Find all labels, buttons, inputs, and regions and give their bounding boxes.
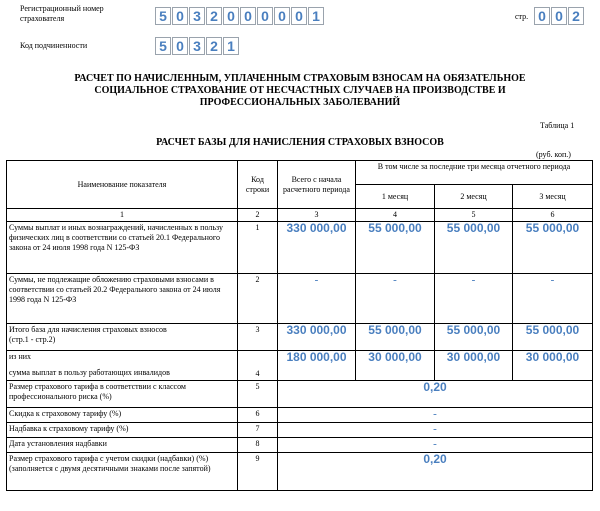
- row-m1[interactable]: -: [356, 274, 435, 324]
- sub-digit: 1: [223, 37, 239, 55]
- row-total[interactable]: 330 000,00: [278, 324, 356, 351]
- sub-digit: 0: [172, 37, 188, 55]
- subtitle: РАСЧЕТ БАЗЫ ДЛЯ НАЧИСЛЕНИЯ СТРАХОВЫХ ВЗНОСОВ: [156, 137, 444, 148]
- table-row: [7, 423, 593, 438]
- base-calculation-table: [6, 160, 593, 491]
- col-header-code: Код строки: [238, 161, 278, 209]
- sub-digit: 5: [155, 37, 171, 55]
- reg-digit: 0: [291, 7, 307, 25]
- row-m2[interactable]: -: [435, 274, 513, 324]
- row-total[interactable]: -: [278, 274, 356, 324]
- row-code: 8: [238, 438, 278, 453]
- units-label: (руб. коп.): [536, 150, 571, 159]
- row-total[interactable]: 330 000,00: [278, 222, 356, 274]
- table-row: [7, 408, 593, 423]
- row-code: 3: [238, 324, 278, 351]
- page-digit: 0: [534, 7, 550, 25]
- row-m3[interactable]: 30 000,00: [513, 351, 593, 381]
- col-number: 5: [435, 209, 513, 222]
- row-name: Надбавка к страховому тарифу (%): [7, 423, 238, 438]
- table-row: [7, 453, 593, 491]
- table-row: [7, 351, 593, 381]
- row-m3[interactable]: 55 000,00: [513, 222, 593, 274]
- col-header-name: Наименование показателя: [7, 161, 238, 209]
- page-digit: 0: [551, 7, 567, 25]
- row-merged-value[interactable]: -: [278, 423, 593, 438]
- table-row: [7, 381, 593, 408]
- reg-digit: 3: [189, 7, 205, 25]
- row-note: (стр.1 - стр.2): [9, 335, 56, 344]
- row-code: 2: [238, 274, 278, 324]
- row-code: 7: [238, 423, 278, 438]
- row-total[interactable]: 180 000,00: [278, 351, 356, 381]
- col-number: 2: [238, 209, 278, 222]
- sub-code-label: Код подчиненности: [20, 41, 88, 50]
- col-header-total: Всего с начала расчетного периода: [278, 161, 356, 209]
- sub-digit: 2: [206, 37, 222, 55]
- col-number: 6: [513, 209, 593, 222]
- row-name: Размер страхового тарифа в соответствии с классом профессионального риска (%): [7, 381, 238, 408]
- reg-digit: 0: [172, 7, 188, 25]
- row-merged-value[interactable]: -: [278, 408, 593, 423]
- sub-code-field[interactable]: [155, 37, 240, 55]
- reg-digit: 0: [240, 7, 256, 25]
- row-name: Дата установления надбавки: [7, 438, 238, 453]
- row-m1[interactable]: 55 000,00: [356, 324, 435, 351]
- row-name-cell: [7, 324, 238, 351]
- row-m3[interactable]: 55 000,00: [513, 324, 593, 351]
- row-code: 9: [238, 453, 278, 491]
- reg-number-field[interactable]: [155, 7, 325, 25]
- row-merged-value[interactable]: 0,20: [278, 453, 593, 491]
- table-number: Таблица 1: [540, 121, 575, 130]
- col-header-m1: 1 месяц: [356, 185, 435, 209]
- reg-digit: 1: [308, 7, 324, 25]
- reg-digit: 0: [223, 7, 239, 25]
- reg-number-label: Регистрационный номер страхователя: [20, 4, 104, 23]
- reg-digit: 0: [257, 7, 273, 25]
- page-number-field[interactable]: [534, 7, 585, 25]
- row-name: Суммы выплат и иных вознаграждений, начисленных в пользу физических лиц в соответствии со статьей 20.1 Федерального закона от 24 июля 1998 года N 125-ФЗ: [7, 222, 238, 274]
- row-merged-value[interactable]: -: [278, 438, 593, 453]
- row-m1[interactable]: 55 000,00: [356, 222, 435, 274]
- table-row: [7, 222, 593, 274]
- row-code: 1: [238, 222, 278, 274]
- reg-digit: 2: [206, 7, 222, 25]
- col-header-m2: 2 месяц: [435, 185, 513, 209]
- row-code: 4: [238, 351, 278, 381]
- row-m3[interactable]: -: [513, 274, 593, 324]
- row-m1[interactable]: 30 000,00: [356, 351, 435, 381]
- row-name: Скидка к страховому тарифу (%): [7, 408, 238, 423]
- row-name: Итого база для начисления страховых взносов: [9, 325, 167, 334]
- reg-digit: 5: [155, 7, 171, 25]
- row-m2[interactable]: 55 000,00: [435, 222, 513, 274]
- main-title: РАСЧЕТ ПО НАЧИСЛЕННЫМ, УПЛАЧЕННЫМ СТРАХОВЫМ ВЗНОСАМ НА ОБЯЗАТЕЛЬНОЕ СОЦИАЛЬНОЕ СТРАХОВАНИЕ ОТ НЕСЧАСТНЫХ СЛУЧАЕВ НА ПРОИЗВОДСТВЕ И ПРОФЕССИОНАЛЬНЫХ ЗАБОЛЕВАНИЙ: [74, 73, 526, 108]
- row-name: сумма выплат в пользу работающих инвалидов: [9, 368, 170, 377]
- row-name: Суммы, не подлежащие обложению страховыми взносами в соответствии со статьей 20.2 Федерального закона от 24 июля 1998 года N 125-ФЗ: [7, 274, 238, 324]
- col-number: 3: [278, 209, 356, 222]
- table-row: [7, 438, 593, 453]
- row-pre: из них: [9, 352, 32, 361]
- sub-digit: 3: [189, 37, 205, 55]
- col-number: 1: [7, 209, 238, 222]
- table-row: [7, 324, 593, 351]
- row-m2[interactable]: 55 000,00: [435, 324, 513, 351]
- row-name-cell: [7, 351, 238, 381]
- row-merged-value[interactable]: 0,20: [278, 381, 593, 408]
- col-number: 4: [356, 209, 435, 222]
- page-digit: 2: [568, 7, 584, 25]
- col-header-m3: 3 месяц: [513, 185, 593, 209]
- page-label: стр.: [515, 12, 529, 21]
- row-name: Размер страхового тарифа с учетом скидки (надбавки) (%) (заполняется с двумя десятичными знаками после запятой): [7, 453, 238, 491]
- row-m2[interactable]: 30 000,00: [435, 351, 513, 381]
- row-code: 5: [238, 381, 278, 408]
- table-row: [7, 274, 593, 324]
- col-header-last3: В том числе за последние три месяца отчетного периода: [356, 161, 593, 185]
- row-code: 6: [238, 408, 278, 423]
- reg-digit: 0: [274, 7, 290, 25]
